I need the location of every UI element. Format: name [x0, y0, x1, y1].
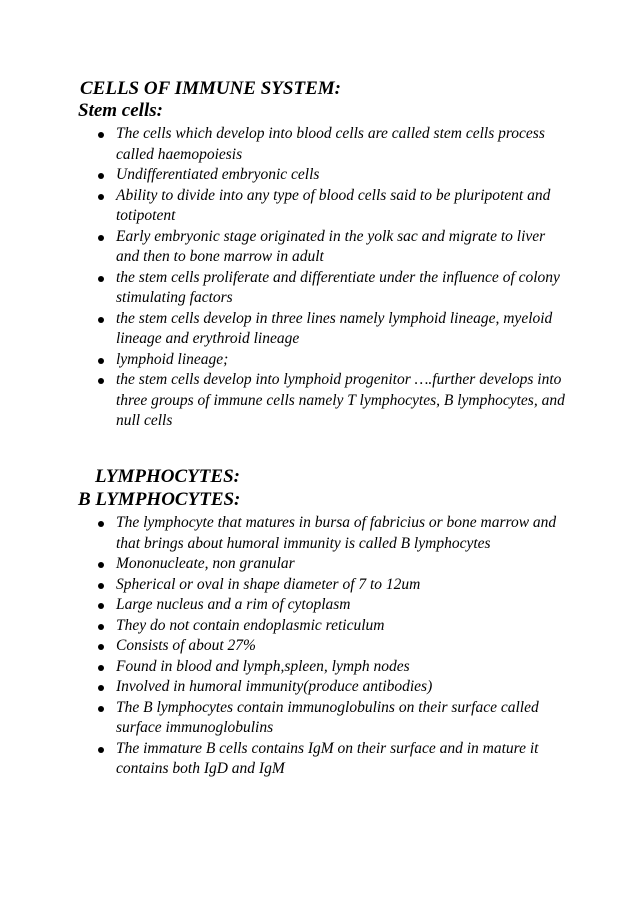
- list-item-text: The cells which develop into blood cells are called stem cells process called haemopoiesis: [116, 125, 545, 163]
- bullet-icon: [98, 378, 104, 384]
- list-item-text: Spherical or oval in shape diameter of 7 to 12um: [116, 575, 421, 593]
- bullet-icon: [98, 583, 104, 589]
- stem-cells-heading: Stem cells:: [78, 100, 163, 121]
- list-item: [96, 268, 566, 309]
- bullet-icon: [98, 603, 104, 609]
- list-item: [96, 575, 566, 596]
- bullet-icon: [98, 132, 104, 138]
- bullet-icon: [98, 235, 104, 241]
- list-item-text: Consists of about 27%: [116, 637, 256, 654]
- list-item-text: Early embryonic stage originated in the yolk sac and migrate to liver and then to bone marrow in adult: [116, 227, 546, 265]
- b-lymphocytes-heading: B LYMPHOCYTES:: [78, 489, 241, 510]
- list-item-text: Large nucleus and a rim of cytoplasm: [116, 596, 351, 613]
- bullet-icon: [98, 173, 104, 179]
- list-item: [96, 554, 566, 575]
- bullet-icon: [98, 624, 104, 630]
- list-item: [96, 636, 566, 657]
- list-item: [96, 698, 566, 739]
- list-item: [96, 657, 566, 678]
- bullet-icon: [98, 685, 104, 691]
- list-item: [96, 595, 566, 616]
- lymphocytes-heading: LYMPHOCYTES:: [95, 466, 240, 487]
- list-item-text: The immature B cells contains IgM on their surface and in mature it contains both IgD and IgM: [116, 739, 539, 777]
- list-item-text: lymphoid lineage;: [116, 350, 229, 368]
- stem-cells-list: [96, 124, 566, 432]
- list-item: [96, 616, 566, 637]
- list-item: [96, 165, 566, 186]
- list-item-text: Involved in humoral immunity(produce antibodies): [116, 678, 433, 695]
- list-item-text: They do not contain endoplasmic reticulum: [116, 616, 385, 634]
- list-item-text: The lymphocyte that matures in bursa of fabricius or bone marrow and that brings about humoral immunity is called B lymphocytes: [116, 514, 557, 552]
- bullet-icon: [98, 194, 104, 200]
- list-item: [96, 124, 566, 165]
- b-lymphocytes-list: [96, 513, 566, 780]
- bullet-icon: [98, 644, 104, 650]
- list-item-text: Mononucleate, non granular: [116, 555, 295, 572]
- bullet-icon: [98, 317, 104, 323]
- list-item-text: The B lymphocytes contain immunoglobulins on their surface called surface immunoglobulins: [116, 698, 539, 736]
- list-item: [96, 739, 566, 780]
- list-item: [96, 350, 566, 371]
- bullet-icon: [98, 358, 104, 364]
- list-item-text: the stem cells develop in three lines namely lymphoid lineage, myeloid lineage and erythroid lineage: [116, 309, 553, 347]
- bullet-icon: [98, 521, 104, 527]
- bullet-icon: [98, 665, 104, 671]
- list-item-text: Found in blood and lymph,spleen, lymph nodes: [116, 657, 410, 675]
- page-title: CELLS OF IMMUNE SYSTEM:: [80, 78, 341, 99]
- list-item: [96, 370, 566, 432]
- list-item: [96, 227, 566, 268]
- list-item: [96, 513, 566, 554]
- list-item: [96, 309, 566, 350]
- list-item-text: the stem cells proliferate and differentiate under the influence of colony stimulating factors: [116, 268, 560, 306]
- bullet-icon: [98, 747, 104, 753]
- list-item-text: the stem cells develop into lymphoid progenitor ….further develops into three groups of immune cells namely T lymphocytes, B lymphocytes, and null cells: [116, 371, 565, 429]
- bullet-icon: [98, 276, 104, 282]
- list-item: [96, 186, 566, 227]
- list-item: [96, 677, 566, 698]
- list-item-text: Undifferentiated embryonic cells: [116, 166, 320, 183]
- bullet-icon: [98, 706, 104, 712]
- list-item-text: Ability to divide into any type of blood cells said to be pluripotent and totipotent: [116, 186, 551, 224]
- bullet-icon: [98, 562, 104, 568]
